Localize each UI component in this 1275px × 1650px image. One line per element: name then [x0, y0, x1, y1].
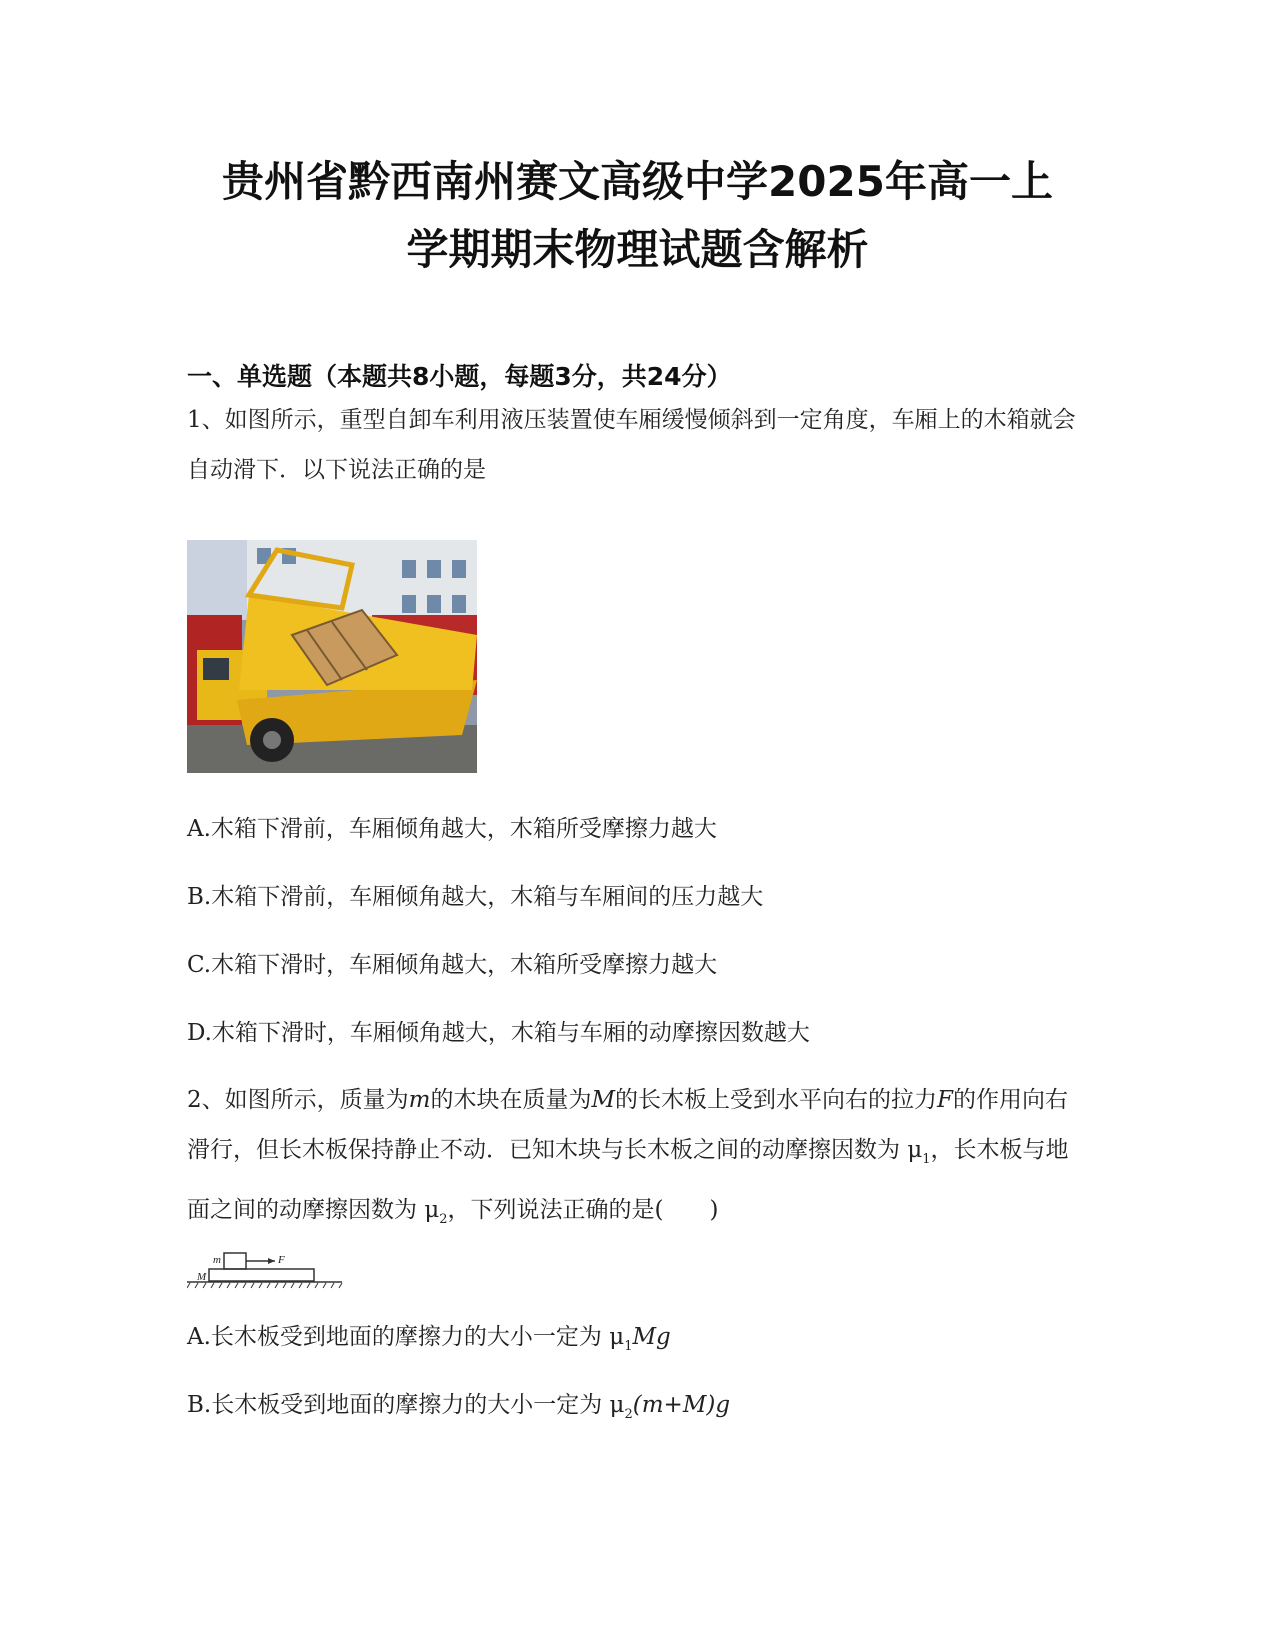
- q1-option-d: D.木箱下滑时，车厢倾角越大，木箱与车厢的动摩擦因数越大: [187, 1020, 810, 1046]
- q2-mu2: μ: [424, 1197, 440, 1223]
- q2-option-a-mu: μ: [609, 1324, 625, 1350]
- q2-option-b-text: B.长木板受到地面的摩擦力的大小一定为: [187, 1392, 603, 1418]
- q2-mu1: μ: [907, 1137, 923, 1163]
- q2-option-b: [187, 1386, 730, 1422]
- q2-text-2: 的木块在质量为: [430, 1087, 592, 1113]
- diagram-label-F: F: [278, 1254, 285, 1266]
- q2-option-b-mu: μ: [609, 1392, 625, 1418]
- question-2-stem: [187, 1075, 1087, 1245]
- q2-var-F: F: [937, 1087, 953, 1113]
- q1-option-b: B.木箱下滑前，车厢倾角越大，木箱与车厢间的压力越大: [187, 884, 764, 910]
- q2-var-m: m: [408, 1087, 431, 1113]
- title-line-2: 学期期末物理试题含解析: [406, 225, 869, 274]
- diagram-label-m: m: [213, 1254, 221, 1266]
- q2-text-6: ，下列说法正确的是( ): [447, 1197, 719, 1223]
- diagram-label-M: M: [197, 1271, 207, 1283]
- q2-option-a-text: A.长木板受到地面的摩擦力的大小一定为: [187, 1324, 602, 1350]
- q1-option-c: C.木箱下滑时，车厢倾角越大，木箱所受摩擦力越大: [187, 952, 718, 978]
- q2-mu1-subscript: 1: [922, 1152, 931, 1167]
- dump-truck-photo: [187, 540, 477, 773]
- q2-option-a-tail: Mg: [632, 1324, 671, 1350]
- q2-var-M: M: [591, 1087, 616, 1113]
- q2-text-4: 的作用向右滑行，但长木板保持静止不动．已知木块与长木板之间的动摩擦因数为: [187, 1087, 1068, 1163]
- q1-option-a: A.木箱下滑前，车厢倾角越大，木箱所受摩擦力越大: [187, 816, 717, 842]
- q2-option-a-subscript: 1: [624, 1339, 633, 1354]
- q2-text-1: 2、如图所示，质量为: [187, 1087, 409, 1113]
- q2-option-a: [187, 1318, 671, 1354]
- section-heading: 一、单选题（本题共8小题，每题3分，共24分）: [187, 362, 732, 391]
- q2-option-b-g: g: [715, 1392, 731, 1418]
- block-board-diagram: [187, 1250, 357, 1295]
- q2-text-3: 的长木板上受到水平向右的拉力: [615, 1087, 938, 1113]
- title-line-1: 贵州省黔西南州赛文高级中学2025年高一上: [222, 157, 1053, 206]
- page-title: [150, 148, 1125, 284]
- question-1-stem: 1、如图所示，重型自卸车利用液压装置使车厢缓慢倾斜到一定角度，车厢上的木箱就会自动滑下．以下说法正确的是: [187, 407, 1076, 483]
- q2-option-b-subscript: 2: [624, 1407, 633, 1422]
- q2-mu2-subscript: 2: [439, 1212, 448, 1227]
- q2-text-5: ，长木板与地面之间的动摩擦因数为: [187, 1137, 1069, 1223]
- q2-option-b-tail: (m+M): [632, 1392, 716, 1418]
